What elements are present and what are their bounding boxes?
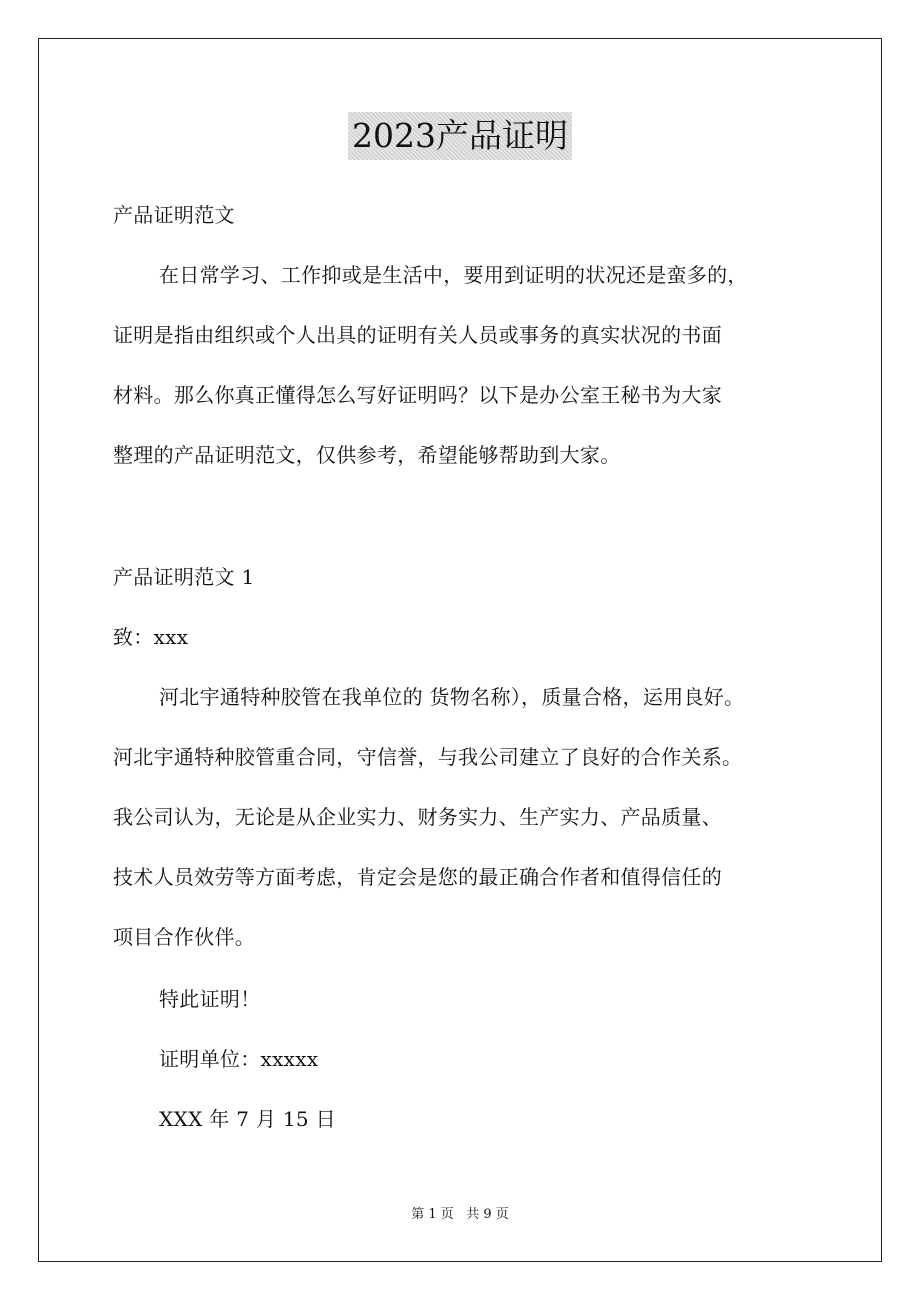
body-line-4: 技术人员效劳等方面考虑，肯定会是您的最正确合作者和值得信任的 bbox=[113, 865, 722, 889]
intro-heading: 产品证明范文 bbox=[113, 203, 235, 227]
salutation: 致：xxx bbox=[113, 625, 189, 649]
body-line-5: 项目合作伙伴。 bbox=[113, 925, 256, 949]
intro-paragraph-line-2: 证明是指由组织或个人出具的证明有关人员或事务的真实状况的书面 bbox=[113, 323, 722, 347]
issuer-line: 证明单位：xxxxx bbox=[159, 1047, 319, 1071]
section-1-heading: 产品证明范文 1 bbox=[113, 565, 255, 589]
title-container bbox=[0, 112, 920, 160]
intro-paragraph-line-1: 在日常学习、工作抑或是生活中，要用到证明的状况还是蛮多的， bbox=[159, 263, 748, 287]
closing-statement: 特此证明！ bbox=[159, 987, 261, 1011]
body-line-3: 我公司认为，无论是从企业实力、财务实力、生产实力、产品质量、 bbox=[113, 805, 722, 829]
page-number-footer: 第 1 页 共 9 页 bbox=[411, 1207, 509, 1222]
document-title: 2023产品证明 bbox=[348, 112, 572, 160]
intro-paragraph-line-3: 材料。那么你真正懂得怎么写好证明吗？以下是办公室王秘书为大家 bbox=[113, 383, 722, 407]
date-line: XXX 年 7 月 15 日 bbox=[159, 1107, 336, 1131]
body-line-2: 河北宇通特种胶管重合同，守信誉，与我公司建立了良好的合作关系。 bbox=[113, 745, 743, 769]
body-line-1: 河北宇通特种胶管在我单位的 货物名称），质量合格，运用良好。 bbox=[159, 685, 745, 709]
intro-paragraph-line-4: 整理的产品证明范文，仅供参考，希望能够帮助到大家。 bbox=[113, 443, 621, 467]
